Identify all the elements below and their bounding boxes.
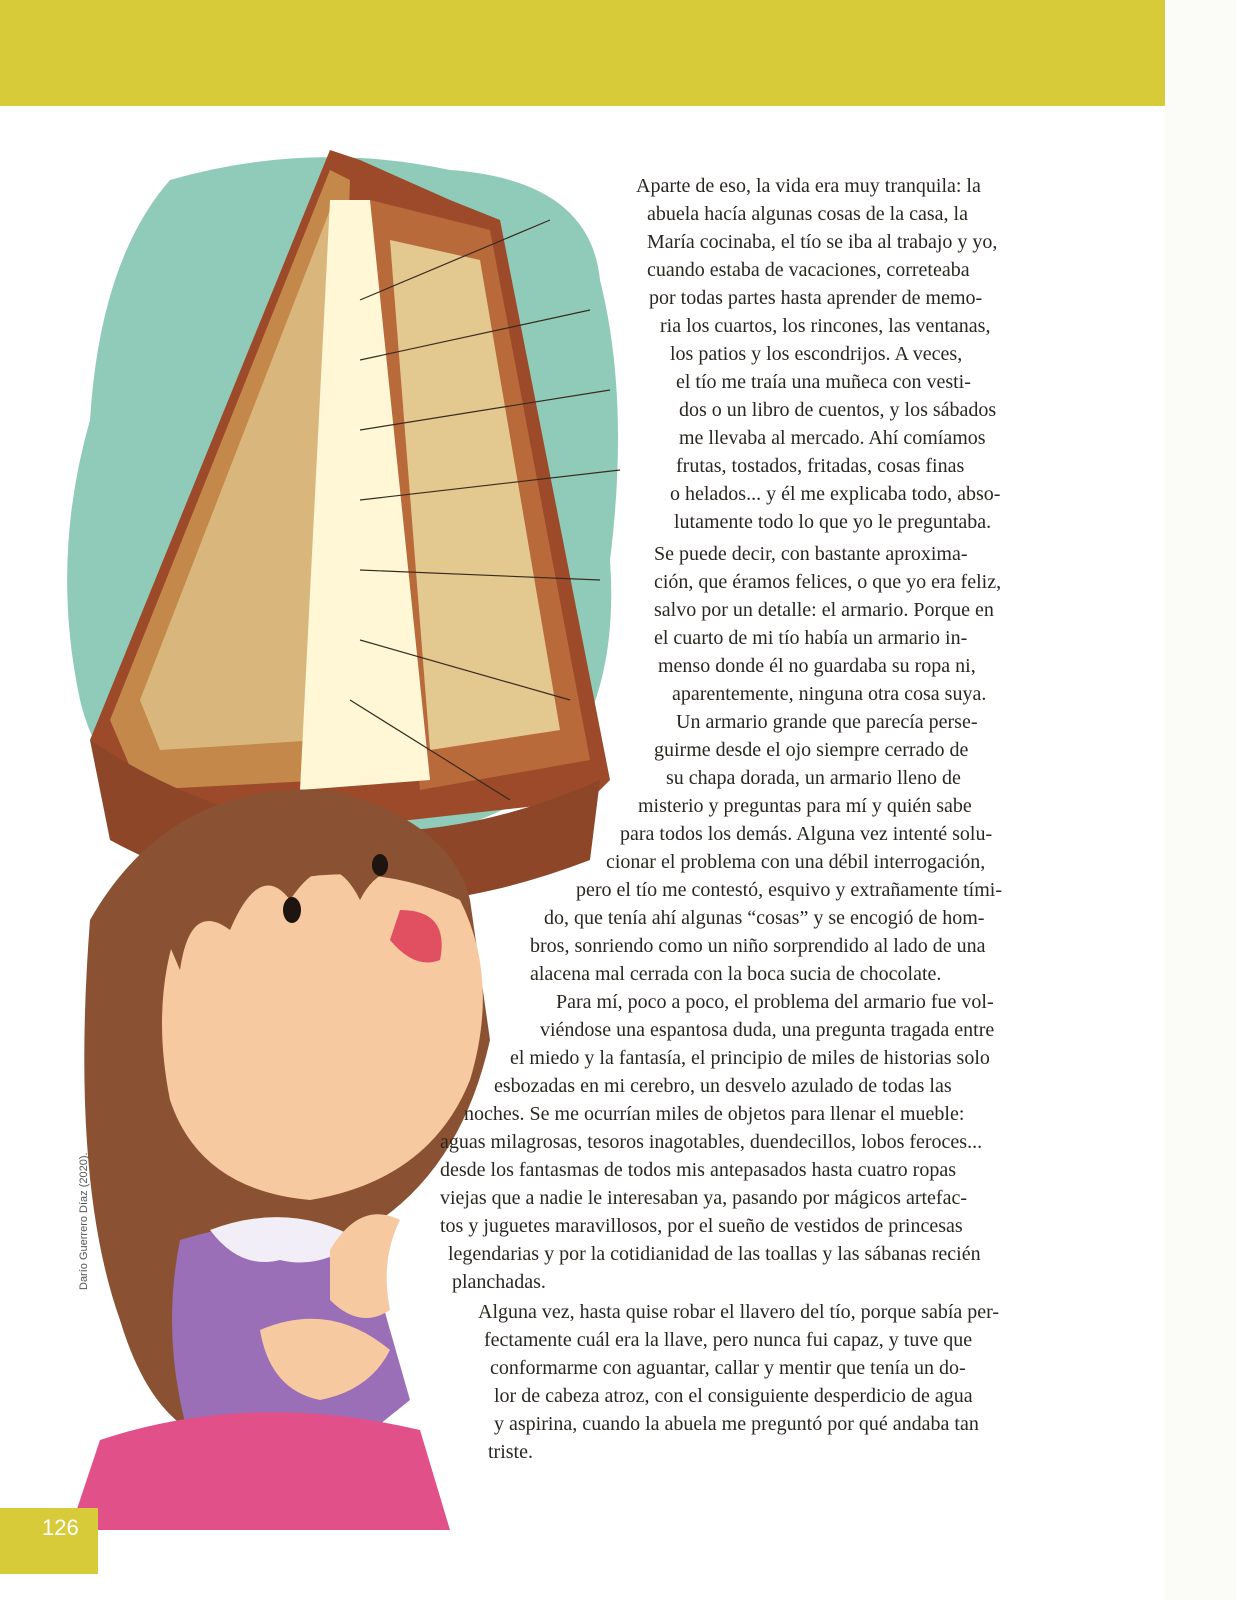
girl-eye-right bbox=[372, 854, 388, 876]
paragraph-2 bbox=[530, 540, 1032, 988]
paragraph-1 bbox=[636, 172, 1032, 536]
text-line: aparentemente, ninguna otra cosa suya. bbox=[672, 683, 987, 705]
text-line: alacena mal cerrada con la boca sucia de chocolate. bbox=[530, 963, 942, 985]
text-line: ción, que éramos felices, o que yo era feliz, bbox=[654, 571, 1002, 593]
text-line: su chapa dorada, un armario lleno de bbox=[666, 767, 961, 789]
page-edge-margin bbox=[1165, 0, 1236, 1600]
text-line: triste. bbox=[488, 1441, 533, 1463]
image-credit: Darío Guerrero Díaz (2020). bbox=[78, 1152, 90, 1290]
text-line: misterio y preguntas para mí y quién sabe bbox=[638, 795, 972, 817]
text-line: fectamente cuál era la llave, pero nunca fui capaz, y tuve que bbox=[484, 1329, 973, 1351]
text-line: Alguna vez, hasta quise robar el llavero del tío, porque sabía per- bbox=[478, 1301, 1000, 1323]
text-line: el miedo y la fantasía, el principio de miles de historias solo bbox=[510, 1047, 990, 1069]
paragraph-3 bbox=[440, 988, 1035, 1296]
text-line: Para mí, poco a poco, el problema del armario fue vol- bbox=[556, 991, 994, 1013]
text-line: ria los cuartos, los rincones, las ventanas, bbox=[660, 315, 991, 337]
text-line: los patios y los escondrijos. A veces, bbox=[670, 343, 963, 365]
text-line: para todos los demás. Alguna vez intenté solu- bbox=[620, 823, 993, 845]
text-line: tos y juguetes maravillosos, por el sueño de vestidos de princesas bbox=[440, 1215, 963, 1237]
text-line: desde los fantasmas de todos mis antepasados hasta cuatro ropas bbox=[440, 1159, 956, 1181]
text-line: por todas partes hasta aprender de memo- bbox=[649, 287, 983, 309]
text-line: el cuarto de mi tío había un armario in- bbox=[654, 627, 968, 649]
text-line: menso donde él no guardaba su ropa ni, bbox=[658, 655, 976, 677]
text-line: planchadas. bbox=[452, 1271, 546, 1293]
text-line: me llevaba al mercado. Ahí comíamos bbox=[679, 427, 986, 449]
text-line: Un armario grande que parecía perse- bbox=[676, 711, 978, 733]
text-line: cuando estaba de vacaciones, correteaba bbox=[647, 259, 970, 281]
text-line: legendarias y por la cotidianidad de las toallas y las sábanas recién bbox=[448, 1243, 981, 1265]
text-line: esbozadas en mi cerebro, un desvelo azulado de todas las bbox=[494, 1075, 952, 1097]
paragraph-4 bbox=[478, 1298, 1035, 1466]
girl-skirt bbox=[70, 1412, 450, 1530]
text-line: lutamente todo lo que yo le preguntaba. bbox=[674, 511, 992, 533]
text-line: el tío me traía una muñeca con vesti- bbox=[676, 371, 971, 393]
text-line: viéndose una espantosa duda, una pregunta tragada entre bbox=[540, 1019, 995, 1041]
text-line: abuela hacía algunas cosas de la casa, la bbox=[647, 203, 968, 225]
text-line: lor de cabeza atroz, con el consiguiente desperdicio de agua bbox=[494, 1385, 973, 1407]
text-line: do, que tenía ahí algunas “cosas” y se encogió de hom- bbox=[544, 907, 985, 929]
text-line: viejas que a nadie le interesaban ya, pasando por mágicos artefac- bbox=[440, 1187, 967, 1209]
girl-eye bbox=[283, 897, 301, 923]
text-line: y aspirina, cuando la abuela me preguntó por qué andaba tan bbox=[494, 1413, 979, 1435]
text-line: aguas milagrosas, tesoros inagotables, duendecillos, lobos feroces... bbox=[440, 1131, 983, 1153]
text-line: o helados... y él me explicaba todo, abso- bbox=[670, 483, 1001, 505]
text-line: cionar el problema con una débil interrogación, bbox=[606, 851, 986, 873]
text-line: noches. Se me ocurrían miles de objetos para llenar el mueble: bbox=[464, 1103, 965, 1125]
text-line: Aparte de eso, la vida era muy tranquila: la bbox=[636, 175, 981, 197]
text-line: dos o un libro de cuentos, y los sábados bbox=[679, 399, 997, 421]
text-line: María cocinaba, el tío se iba al trabajo y yo, bbox=[647, 231, 998, 253]
page-number: 126 bbox=[42, 1515, 79, 1540]
text-line: bros, sonriendo como un niño sorprendido al lado de una bbox=[530, 935, 986, 957]
text-line: Se puede decir, con bastante aproxima- bbox=[654, 543, 968, 565]
text-line: salvo por un detalle: el armario. Porque en bbox=[654, 599, 994, 621]
header-color-band bbox=[0, 0, 1165, 106]
text-line: guirme desde el ojo siempre cerrado de bbox=[654, 739, 969, 761]
text-line: frutas, tostados, fritadas, cosas finas bbox=[676, 455, 965, 477]
text-line: conformarme con aguantar, callar y mentir que tenía un do- bbox=[490, 1357, 966, 1379]
text-line: pero el tío me contestó, esquivo y extrañamente tími- bbox=[576, 879, 1002, 901]
